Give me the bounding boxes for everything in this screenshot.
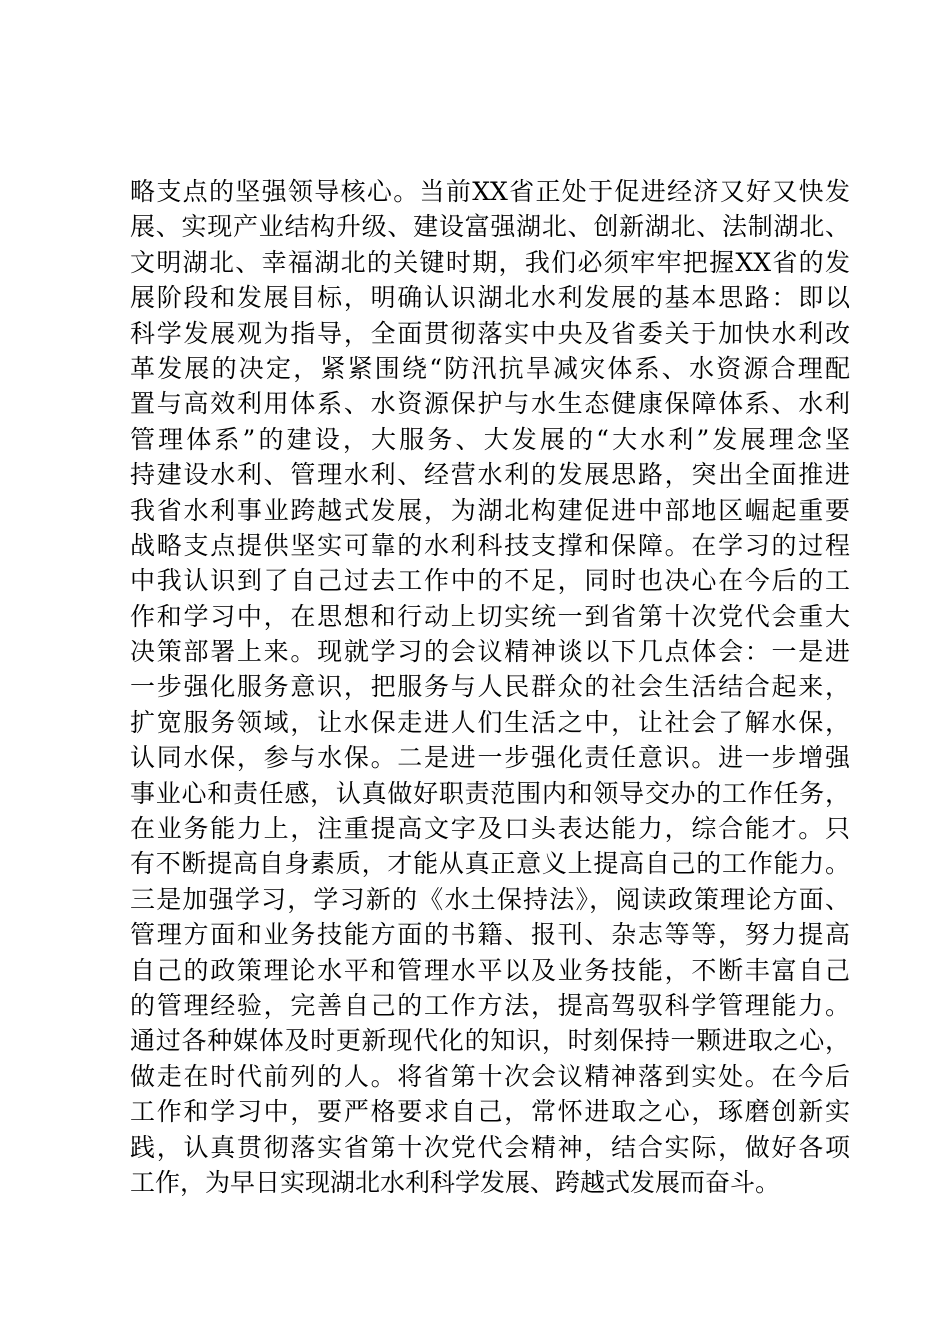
- text-line: 略支点的坚强领导核心。当前XX省正处于促进经济又好又快发: [130, 177, 850, 206]
- text-line: 通过各种媒体及时更新现代化的知识，时刻保持一颗进取之心，: [130, 1026, 850, 1056]
- text-line: 战略支点提供坚实可靠的水利科技支撑和保障。在学习的过程: [130, 530, 850, 560]
- text-line: 认同水保，参与水保。二是进一步强化责任意识。进一步增强: [130, 743, 850, 773]
- text-line: 展、实现产业结构升级、建设富强湖北、创新湖北、法制湖北、: [130, 212, 850, 242]
- text-line: 我省水利事业跨越式发展，为湖北构建促进中部地区崛起重要: [130, 495, 850, 525]
- text-line: 持建设水利、管理水利、经营水利的发展思路，突出全面推进: [130, 460, 850, 490]
- text-line: 决策部署上来。现就学习的会议精神谈以下几点体会：一是进: [130, 637, 850, 667]
- text-line: 管理体系”的建设，大服务、大发展的“大水利”发展理念坚: [130, 424, 850, 454]
- text-line: 文明湖北、幸福湖北的关键时期，我们必须牢牢把握XX省的发: [130, 247, 850, 277]
- text-line: 工作和学习中，要严格要求自己，常怀进取之心，琢磨创新实: [130, 1097, 850, 1127]
- text-line: 置与高效利用体系、水资源保护与水生态健康保障体系、水利: [130, 389, 850, 419]
- text-line: 自己的政策理论水平和管理水平以及业务技能，不断丰富自己: [130, 955, 850, 985]
- text-line: 在业务能力上，注重提高文字及口头表达能力，综合能才。只: [130, 814, 850, 844]
- text-line: 的管理经验，完善自己的工作方法，提高驾驭科学管理能力。: [130, 990, 850, 1020]
- text-line: 作和学习中，在思想和行动上切实统一到省第十次党代会重大: [130, 601, 850, 631]
- text-line: 管理方面和业务技能方面的书籍、报刊、杂志等等，努力提高: [130, 920, 850, 950]
- text-line: 工作，为早日实现湖北水利科学发展、跨越式发展而奋斗。: [130, 1167, 781, 1197]
- text-line: 一步强化服务意识，把服务与人民群众的社会生活结合起来，: [130, 672, 850, 702]
- text-line: 有不断提高自身素质，才能从真正意义上提高自己的工作能力。: [130, 849, 850, 879]
- text-line: 做走在时代前列的人。将省第十次会议精神落到实处。在今后: [130, 1061, 850, 1091]
- text-line: 科学发展观为指导，全面贯彻落实中央及省委关于加快水利改: [130, 318, 850, 348]
- text-line: 中我认识到了自己过去工作中的不足，同时也决心在今后的工: [130, 566, 850, 596]
- text-line: 践，认真贯彻落实省第十次党代会精神，结合实际，做好各项: [130, 1132, 850, 1162]
- text-line: 事业心和责任感，认真做好职责范围内和领导交办的工作任务，: [130, 778, 850, 808]
- text-line: 展阶段和发展目标，明确认识湖北水利发展的基本思路：即以: [130, 283, 850, 313]
- body-paragraph: [130, 174, 850, 1200]
- text-line: 三是加强学习，学习新的《水土保持法》，阅读政策理论方面、: [130, 884, 850, 914]
- text-line: 革发展的决定，紧紧围绕“防汛抗旱减灾体系、水资源合理配: [130, 353, 850, 383]
- text-line: 扩宽服务领域，让水保走进人们生活之中，让社会了解水保，: [130, 707, 850, 737]
